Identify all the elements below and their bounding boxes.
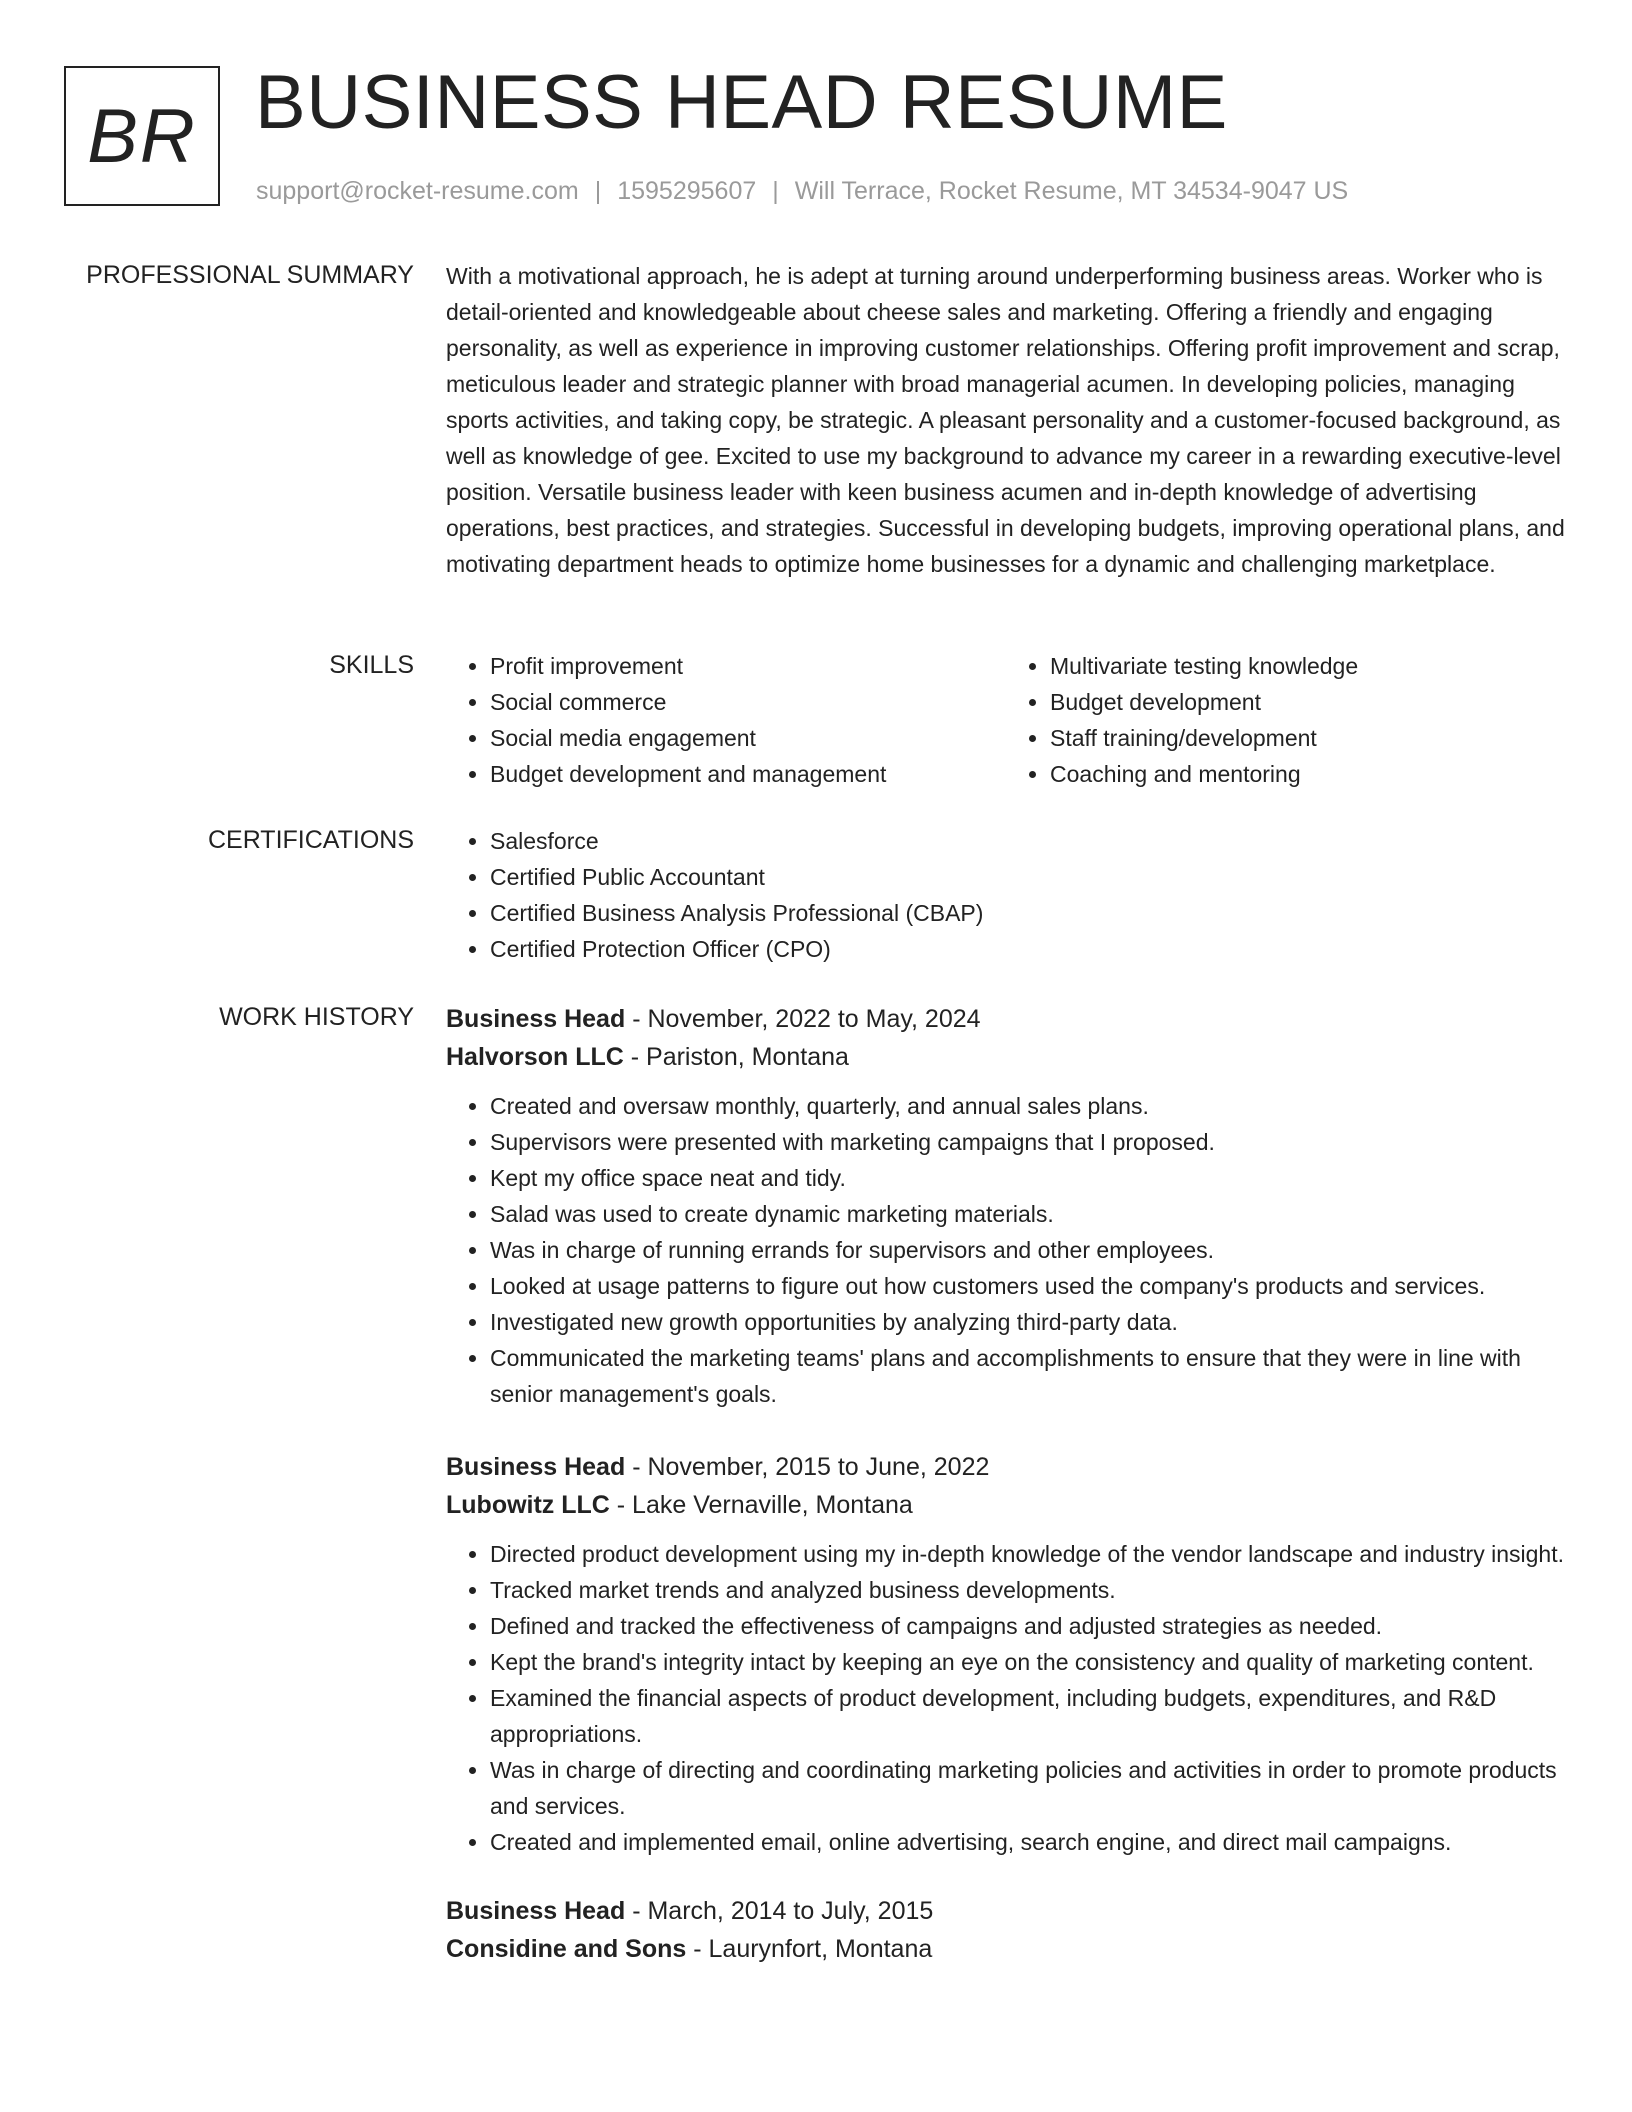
list-item: • Kept my office space neat and tidy. (490, 1160, 1566, 1196)
job-company-line (446, 1486, 1566, 1524)
list-item: • Coaching and mentoring (1050, 756, 1566, 792)
list-item: • Staff training/development (1050, 720, 1566, 756)
job-bullets (446, 1088, 1566, 1412)
job-entry (446, 1448, 1566, 1860)
list-item: • Certified Protection Officer (CPO) (490, 931, 1566, 967)
job-title-line (446, 1892, 1566, 1930)
monogram-logo: BR (64, 66, 220, 206)
certifications-body (446, 823, 1566, 967)
list-item: • Certified Public Accountant (490, 859, 1566, 895)
job-bullets (446, 1536, 1566, 1860)
summary-text: With a motivational approach, he is adept at turning around underperforming business areas. Worker who is detail-oriented and knowledgeable about cheese sales and marketing. Offering a friendly and engaging personality, as well as experience in improving customer relationships. Offering profit improvement and scrap, meticulous leader and strategic planner with broad managerial acumen. In developing policies, managing sports activities, and taking copy, be strategic. A pleasant personality and a customer-focused background, as well as knowledge of gee. Excited to use my background to advance my career in a rewarding executive-level position. Versatile business leader with keen business acumen and in-depth knowledge of advertising operations, best practices, and strategies. Successful in developing budgets, improving operational plans, and motivating department heads to optimize home businesses for a dynamic and challenging marketplace. (446, 263, 1565, 577)
section-label-summary: PROFESSIONAL SUMMARY (86, 261, 414, 289)
list-item: • Tracked market trends and analyzed business developments. (490, 1572, 1566, 1608)
job-title: Business Head (446, 1453, 626, 1481)
job-location: - Lake Vernaville, Montana (609, 1491, 913, 1519)
job-title-line (446, 1448, 1566, 1486)
page-title: BUSINESS HEAD RESUME (255, 60, 1228, 145)
section-label-work-history: WORK HISTORY (219, 1003, 414, 1031)
job-company: Lubowitz LLC (446, 1491, 610, 1519)
list-item: • Created and implemented email, online advertising, search engine, and direct mail campaigns. (490, 1824, 1566, 1860)
list-item: • Kept the brand's integrity intact by keeping an eye on the consistency and quality of marketing content. (490, 1644, 1566, 1680)
section-label-skills: SKILLS (329, 651, 414, 679)
contact-separator: | (594, 177, 602, 205)
skills-list-left (446, 648, 1006, 792)
section-label-certifications: CERTIFICATIONS (207, 826, 414, 854)
job-entry (446, 1000, 1566, 1412)
job-company: Halvorson LLC (446, 1043, 624, 1071)
contact-line (256, 174, 1348, 208)
list-item: • Social commerce (490, 684, 1006, 720)
work-history-body (446, 1000, 1566, 1968)
job-dates: - March, 2014 to July, 2015 (625, 1897, 934, 1925)
job-location: - Laurynfort, Montana (686, 1935, 933, 1963)
job-title: Business Head (446, 1005, 626, 1033)
list-item: • Social media engagement (490, 720, 1006, 756)
job-title: Business Head (446, 1897, 626, 1925)
contact-email: support@rocket-resume.com (256, 177, 579, 205)
job-dates: - November, 2022 to May, 2024 (625, 1005, 981, 1033)
list-item: • Salad was used to create dynamic marketing materials. (490, 1196, 1566, 1232)
certifications-list (446, 823, 1566, 967)
list-item: • Created and oversaw monthly, quarterly, and annual sales plans. (490, 1088, 1566, 1124)
list-item: • Directed product development using my in-depth knowledge of the vendor landscape and industry insight. (490, 1536, 1566, 1572)
job-dates: - November, 2015 to June, 2022 (625, 1453, 990, 1481)
skills-list-right (1006, 648, 1566, 792)
job-title-line (446, 1000, 1566, 1038)
list-item: • Was in charge of running errands for supervisors and other employees. (490, 1232, 1566, 1268)
list-item: • Supervisors were presented with marketing campaigns that I proposed. (490, 1124, 1566, 1160)
list-item: • Communicated the marketing teams' plans and accomplishments to ensure that they were in line with senior management's goals. (490, 1340, 1566, 1412)
list-item: • Investigated new growth opportunities by analyzing third-party data. (490, 1304, 1566, 1340)
skills-grid (446, 648, 1566, 792)
summary-body (446, 258, 1566, 582)
list-item: • Was in charge of directing and coordinating marketing policies and activities in order to promote products and services. (490, 1752, 1566, 1824)
list-item: • Budget development and management (490, 756, 1006, 792)
job-company-line (446, 1930, 1566, 1968)
contact-address: Will Terrace, Rocket Resume, MT 34534-9047 US (794, 177, 1349, 205)
list-item: • Multivariate testing knowledge (1050, 648, 1566, 684)
job-company-line (446, 1038, 1566, 1076)
job-entry (446, 1892, 1566, 1968)
list-item: • Salesforce (490, 823, 1566, 859)
list-item: • Budget development (1050, 684, 1566, 720)
list-item: • Looked at usage patterns to figure out how customers used the company's products and services. (490, 1268, 1566, 1304)
list-item: • Certified Business Analysis Professional (CBAP) (490, 895, 1566, 931)
contact-separator: | (772, 177, 779, 205)
list-item: • Defined and tracked the effectiveness of campaigns and adjusted strategies as needed. (490, 1608, 1566, 1644)
list-item: • Examined the financial aspects of product development, including budgets, expenditures, and R&D appropriations. (490, 1680, 1566, 1752)
list-item: • Profit improvement (490, 648, 1006, 684)
job-location: - Pariston, Montana (623, 1043, 849, 1071)
contact-phone: 1595295607 (617, 177, 757, 205)
job-company: Considine and Sons (446, 1935, 687, 1963)
